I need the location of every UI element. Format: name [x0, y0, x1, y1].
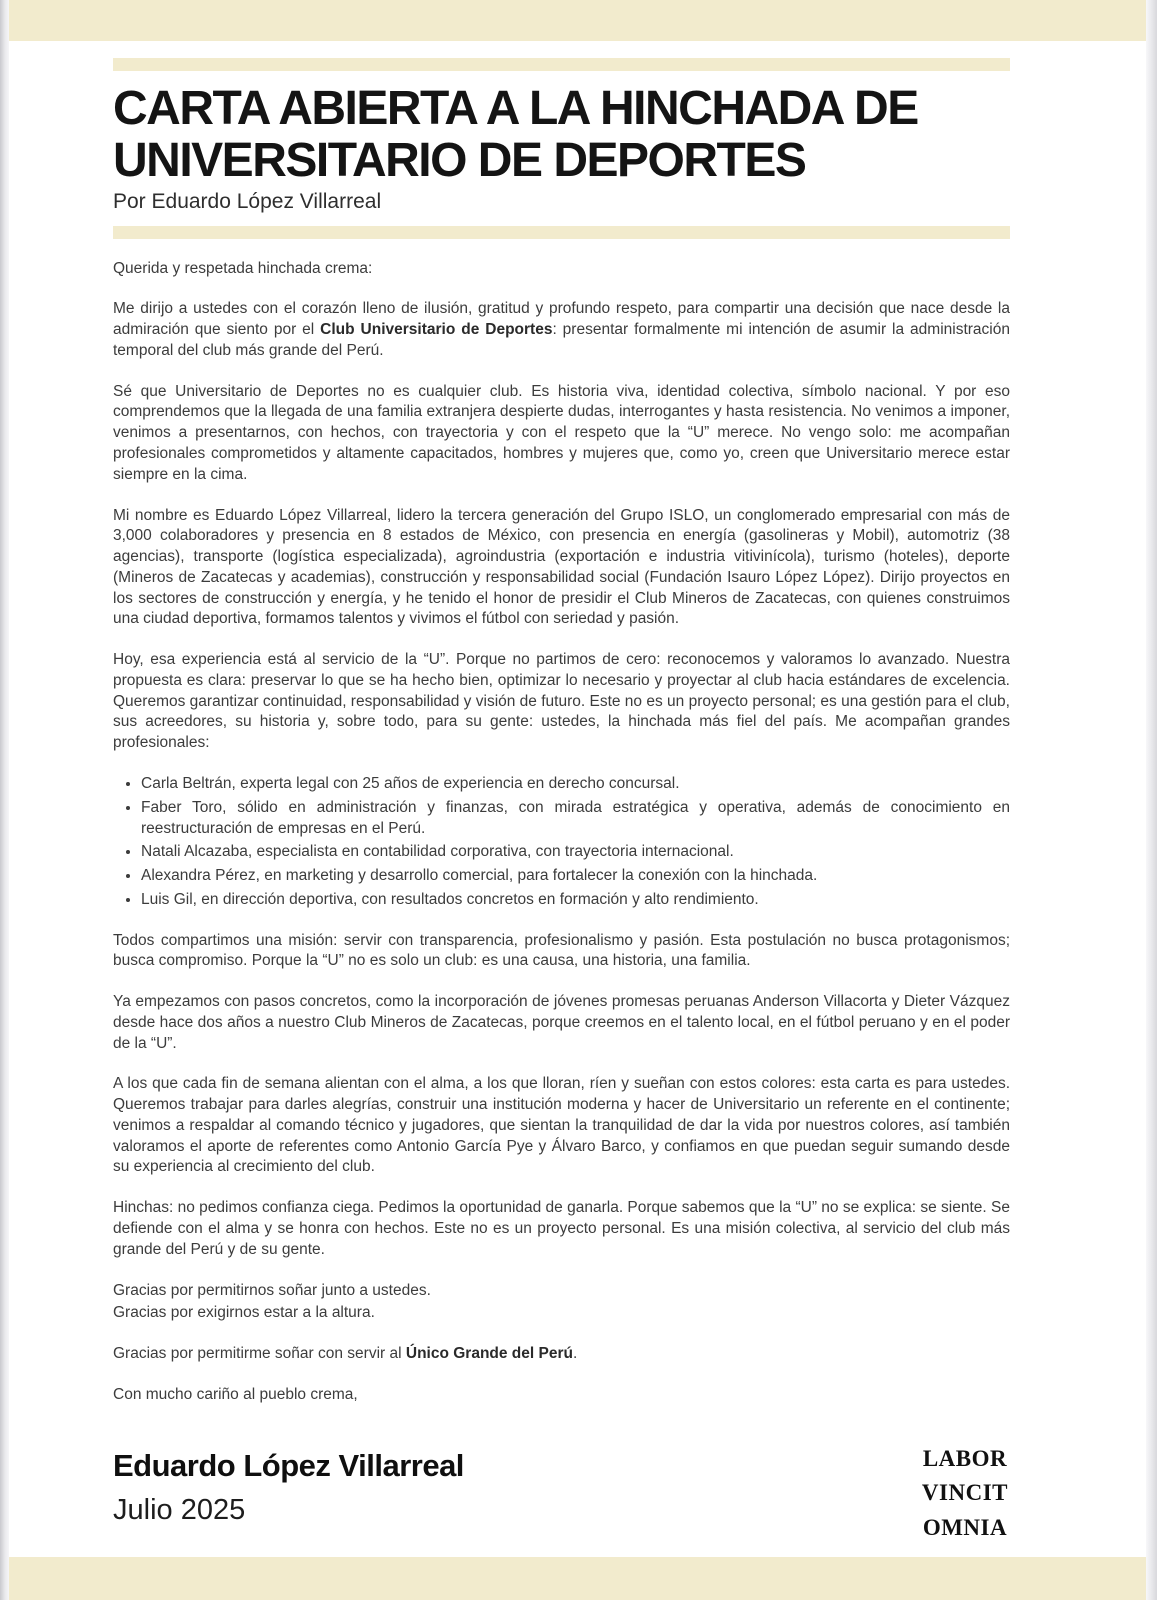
- thanks-line-3-post: .: [572, 1345, 578, 1363]
- byline: Por Eduardo López Villarreal: [113, 189, 382, 213]
- paragraph-proposal: Hoy, esa experiencia está al servicio de la “U”. Porque no partimos de cero: reconocemos y valoramos lo avanzado. Nuestra propuesta es clara: preservar lo que se ha hecho bien, optimizar lo necesario y proyectar al club hacia estándares de excelencia. Queremos garantizar continuidad, responsabilidad y visión de futuro. Este no es un proyecto personal; es una gestión para el club, sus acreedores, su historia y, sobre todo, para su gente: ustedes, la hinchada más fiel del país. Me acompañan grandes profesionales:: [113, 651, 1010, 752]
- thanks-line-3: [113, 1344, 1010, 1365]
- bullet-item: • Natali Alcazaba, especialista en contabilidad corporativa, con trayectoria internacional.: [141, 842, 1010, 863]
- paragraph-mission: Todos compartimos una misión: servir con transparencia, profesionalismo y pasión. Esta postulación no busca protagonismos; busca compromiso. Porque la “U” no es solo un club: es una causa, una historia, una familia.: [113, 931, 1010, 970]
- page-content: [113, 41, 1010, 1545]
- paragraph-intro-post: : presentar formalmente mi intención de asumir la administración temporal del club más grande del Perú.: [113, 321, 1010, 359]
- title-rule-top: [113, 58, 1010, 71]
- greeting: Querida y respetada hinchada crema:: [113, 259, 373, 277]
- paragraph-steps: Ya empezamos con pasos concretos, como la incorporación de jóvenes promesas peruanas Anderson Villacorta y Dieter Vázquez desde hace dos años a nuestro Club Mineros de Zacatecas, porque creemos en el talento local, en el fútbol peruano y en el poder de la “U”.: [113, 993, 1010, 1052]
- paragraph-intro: [113, 299, 1010, 361]
- paragraph-respect: Sé que Universitario de Deportes no es cualquier club. Es historia viva, identidad colectiva, símbolo nacional. Y por eso comprendemos que la llegada de una familia extranjera despierte dudas, interrogantes y hasta resistencia. No venimos a imponer, venimos a presentarnos, con hechos, con trayectoria y con el respeto que la “U” merece. No vengo solo: me acompañan profesionales comprometidos y altamente capacitados, hombres y mujeres que, como yo, creen que Universitario merece estar siempre en la cima.: [113, 382, 1010, 483]
- paragraph-fans: A los que cada fin de semana alientan con el alma, a los que lloran, ríen y sueñan con estos colores: esta carta es para ustedes. Queremos trabajar para darles alegrías, construir una institución moderna y hacer de Universitario un referente en el continente; venimos a respaldar al comando técnico y jugadores, que sientan la tranquilidad de dar la vida por nuestros colores, así también valoramos el aporte de referentes como Antonio García Pye y Álvaro Barco, y confiamos en que puedan seguir sumando desde su experiencia al crecimiento del club.: [113, 1075, 1010, 1176]
- paragraph-background: Mi nombre es Eduardo López Villarreal, lidero la tercera generación del Grupo ISLO, un conglomerado empresarial con más de 3,000 colaboradores y presencia en 8 estados de México, con presencia en energía (gasolineras y Mobil), automotriz (38 agencias), transporte (logística especializada), agroindustria (exportación e industria vitivinícola), turismo (hoteles), deporte (Mineros de Zacatecas y academias), construcción y responsabilidad social (Fundación Isauro López López). Dirijo proyectos en los sectores de construcción y energía, y he tenido el honor de presidir el Club Mineros de Zacatecas, con quienes construimos una ciudad deportiva, formamos talentos y vivimos el fútbol con seriedad y pasión.: [113, 506, 1010, 628]
- bottom-accent-band: [9, 1557, 1146, 1600]
- bullet-item: • Faber Toro, sólido en administración y finanzas, con mirada estratégica y operativa, además de conocimiento en reestructuración de empresas en el Perú.: [141, 798, 1010, 840]
- club-name-bold: Club Universitario de Deportes: [320, 321, 553, 339]
- thanks-line-2: Gracias por exigirnos estar a la altura.: [113, 1304, 375, 1322]
- signature-name: Eduardo López Villarreal: [113, 1447, 464, 1483]
- closing-line: Con mucho cariño al pueblo crema,: [113, 1385, 358, 1403]
- title-rule-bottom: [113, 226, 1010, 239]
- paragraph-intro-pre: Me dirijo a ustedes con el corazón lleno de ilusión, gratitud y profundo respeto, para compartir una decisión que nace desde la admiración que siento por el: [113, 300, 1010, 339]
- right-page-edge: [1146, 0, 1157, 1600]
- motto-line: OMNIA: [922, 1514, 1008, 1540]
- motto: [922, 1442, 1008, 1546]
- signature-block: [113, 1445, 1010, 1546]
- signature-date: Julio 2025: [113, 1493, 246, 1526]
- motto-line: LABOR: [922, 1445, 1008, 1471]
- team-bullet-list: [113, 774, 1010, 911]
- signature-left: [113, 1448, 464, 1527]
- thanks-line-3-pre: Gracias por permitirme soñar con servir al: [113, 1345, 406, 1363]
- motto-line: VINCIT: [921, 1480, 1008, 1506]
- thanks-line-1: Gracias por permitirnos soñar junto a ustedes.: [113, 1281, 431, 1299]
- letter-body: [113, 259, 1010, 1406]
- paragraph-trust: Hinchas: no pedimos confianza ciega. Pedimos la oportunidad de ganarla. Porque sabemos que la “U” no se explica: se siente. Se defiende con el alma y se honra con hechos. Este no es un proyecto personal. Es una misión colectiva, al servicio del club más grande del Perú y de su gente.: [113, 1199, 1010, 1258]
- bullet-item: • Alexandra Pérez, en marketing y desarrollo comercial, para fortalecer la conexión con la hinchada.: [141, 866, 1010, 887]
- left-page-edge: [0, 0, 9, 1600]
- unico-grande-bold: Único Grande del Perú: [405, 1345, 573, 1363]
- bullet-item: • Luis Gil, en dirección deportiva, con resultados concretos en formación y alto rendimiento.: [141, 890, 1010, 911]
- page-title: CARTA ABIERTA A LA HINCHADA DE UNIVERSITARIO DE DEPORTES: [113, 82, 918, 187]
- top-accent-band: [9, 0, 1146, 41]
- bullet-item: • Carla Beltrán, experta legal con 25 años de experiencia en derecho concursal.: [141, 774, 1010, 795]
